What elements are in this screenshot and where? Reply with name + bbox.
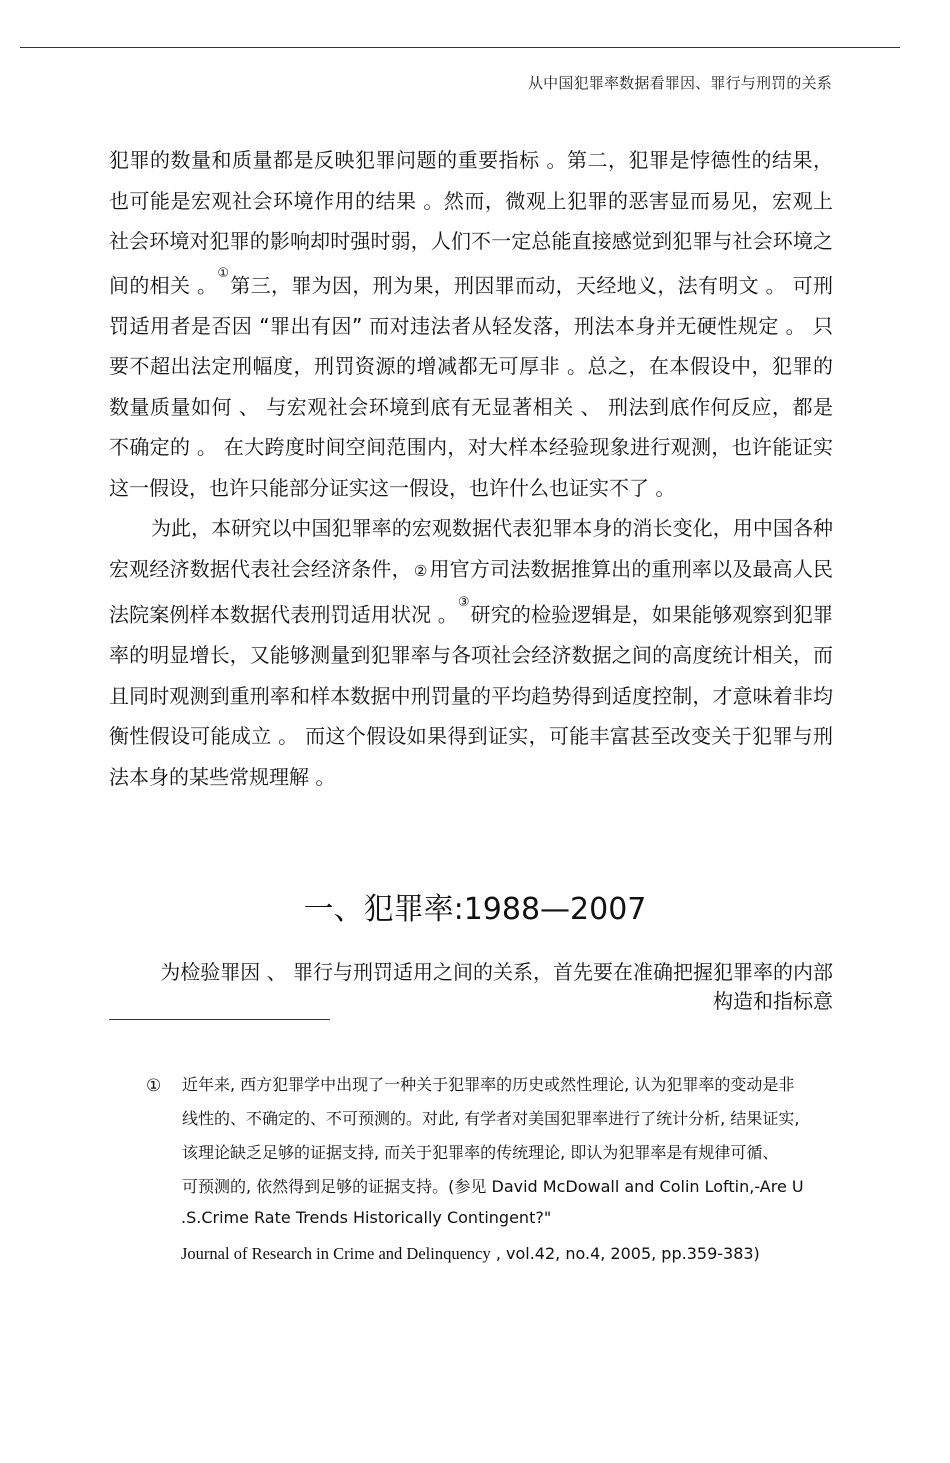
footnote-line-5: .S.Crime Rate Trends Historically Contingent?" <box>181 1208 552 1227</box>
paragraph-2-text-c: 研究的检验逻辑是，如果能够观察到犯罪率的明显增长，又能够测量到犯罪率与各项社会经济数据之间的高度统计相关，而且同时观测到重刑率和样本数据中刑罚量的平均趋势得到适度控制，才意味着非均衡性假设可能成立 。 而这个假设如果得到证实，可能丰富甚至改变关于犯罪与刑法本身的某些常规理解 。 <box>109 602 834 789</box>
header-rule <box>20 47 900 48</box>
paragraph-2-text-b: 用官方司法数据推算出的重刑率以及最高人民法院案例样本数据代表刑罚适用状况 。 <box>109 556 834 627</box>
footnote-line-4: 可预测的, 依然得到足够的证据支持。(参见 David McDowall and Colin Loftin,-Are U <box>182 1177 804 1196</box>
footnote-line-3: 该理论缺乏足够的证据支持, 而关于犯罪率的传统理论, 即认为犯罪率是有规律可循、 <box>182 1143 779 1162</box>
footnote-line-1: 近年来, 西方犯罪学中出现了一种关于犯罪率的历史或然性理论, 认为犯罪率的变动是非 <box>182 1075 795 1094</box>
citation-tail: , vol.42, no.4, 2005, pp.359-383) <box>490 1244 760 1263</box>
paragraph-2 <box>109 508 833 797</box>
paragraph-1-text-a: 犯罪的数量和质量都是反映犯罪问题的重要指标 。第二，犯罪是悖德性的结果，也可能是宏观社会环境作用的结果 。然而，微观上犯罪的恶害显而易见，宏观上社会环境对犯罪的影响却时强时弱，人们不一定总能直接感觉到犯罪与社会环境之间的相关 。 <box>109 148 833 298</box>
journal-title: Journal of Research in Crime and Delinquency <box>181 1244 491 1263</box>
paragraph-1-text-b: 第三，罪为因，刑为果，刑因罪而动，天经地义，法有明文 。 可刑罚适用者是否因 “罪出有因” 而对违法者从轻发落，刑法本身并无硬性规定 。 只要不超出法定刑幅度，刑罚资源的增减都无可厚非 。总之，在本假设中，犯罪的数量质量如何 、 与宏观社会环境到底有无显著相关 、 刑法到底作何反应，都是不确定的 。 在大跨度时间空间范围内，对大样本经验现象进行观测，也许能证实这一假设，也许只能部分证实这一假设，也许什么也证实不了 。 <box>109 273 834 500</box>
paragraph-2-text-a: 为此，本研究以中国犯罪率的宏观数据代表犯罪本身的消长变化，用中国各种宏观经济数据代表社会经济条件， <box>109 516 833 581</box>
running-header: 从中国犯罪率数据看罪因、罪行与刑罚的关系 <box>527 74 832 92</box>
footnote-ref-2[interactable]: ② <box>413 561 428 580</box>
footnote-marker: ① <box>146 1076 162 1096</box>
section-title: 一、犯罪率:1988—2007 <box>303 892 647 927</box>
footnote-line-2: 线性的、不确定的、不可预测的。对此, 有学者对美国犯罪率进行了统计分析, 结果证实, <box>182 1109 800 1128</box>
section-intro-line-2: 构造和指标意 <box>713 989 833 1013</box>
footnote-ref-3[interactable]: ③ <box>457 595 470 611</box>
section-intro-line-1: 为检验罪因 、 罪行与刑罚适用之间的关系，首先要在准确把握犯罪率的内部 <box>160 960 833 984</box>
body-text <box>109 140 833 797</box>
paragraph-1 <box>109 140 833 508</box>
footnote-rule <box>109 1019 330 1020</box>
section-intro <box>109 958 833 1016</box>
footnote-citation <box>181 1244 760 1264</box>
footnote-ref-1[interactable]: ① <box>217 265 230 281</box>
